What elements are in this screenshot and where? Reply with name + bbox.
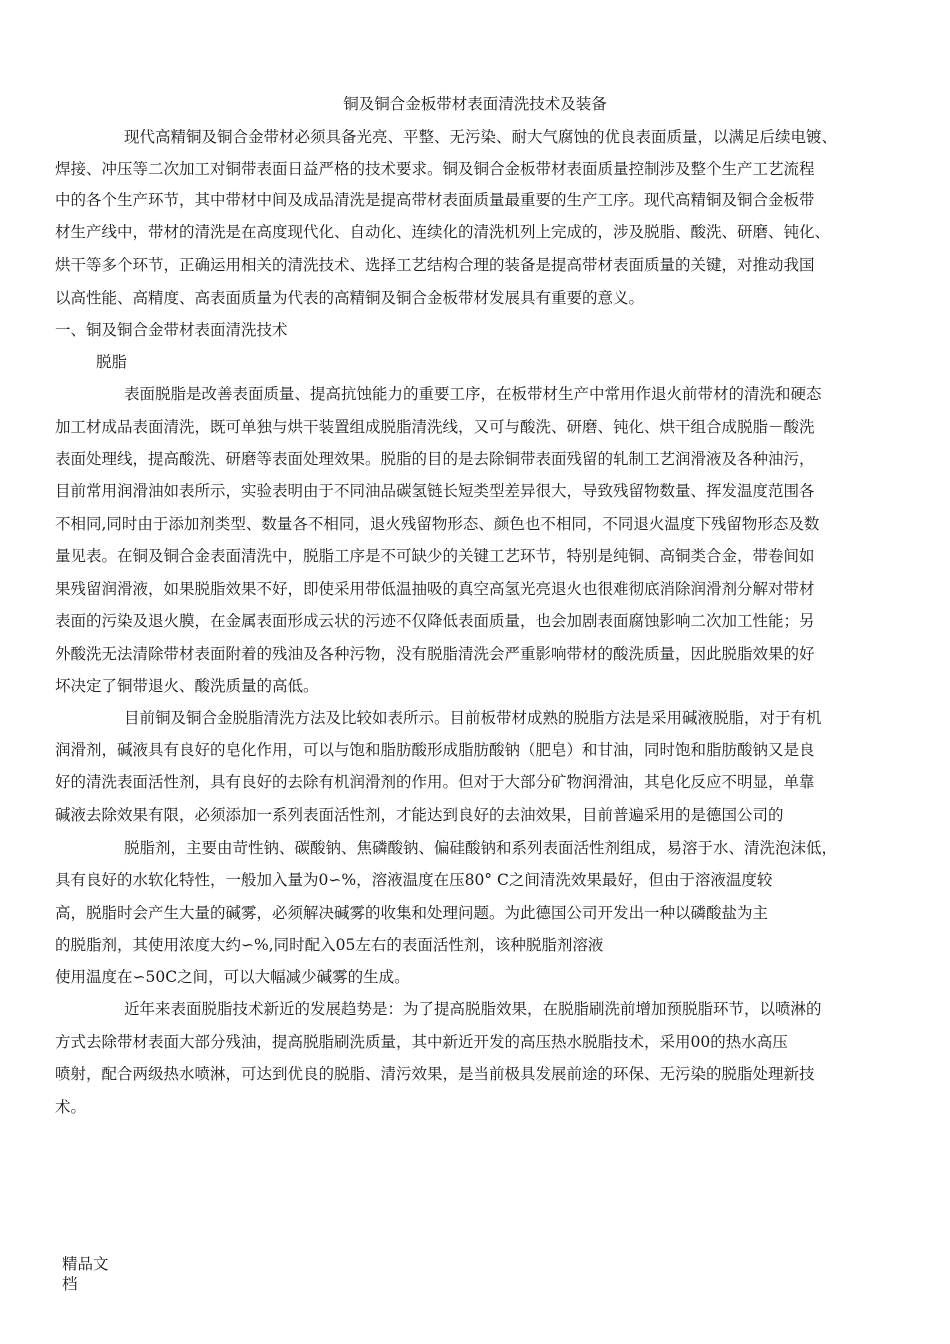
paragraph-line: 润滑剂，碱液具有良好的皂化作用，可以与饱和脂肪酸形成脂肪酸钠（肥皂）和甘油，同时饱和脂肪酸钠又是良 bbox=[55, 741, 815, 759]
paragraph-line: 现代高精铜及铜合金带材必须具备光亮、平整、无污染、耐大气腐蚀的优良表面质量，以满足后续电镀、 bbox=[124, 128, 838, 146]
paragraph-line: 表面脱脂是改善表面质量、提高抗蚀能力的重要工序，在板带材生产中常用作退火前带材的清洗和硬态 bbox=[124, 385, 822, 403]
paragraph-line: 不相同,同时由于添加剂类型、数量各不相同，退火残留物形态、颜色也不相同，不同退火温度下残留物形态及数 bbox=[55, 515, 820, 533]
paragraph-line: 表面处理线，提高酸洗、研磨等表面处理效果。脱脂的目的是去除铜带表面残留的轧制工艺润滑液及各种油污， bbox=[55, 450, 815, 468]
paragraph-line: 脱脂剂，主要由苛性钠、碳酸钠、焦磷酸钠、偏硅酸钠和系列表面活性剂组成，易溶于水、清洗泡沫低， bbox=[124, 839, 838, 857]
paragraph-line: 表面的污染及退火膜，在金属表面形成云状的污迹不仅降低表面质量，也会加剧表面腐蚀影响二次加工性能；另 bbox=[55, 612, 815, 630]
paragraph-line: 术。 bbox=[55, 1098, 87, 1116]
paragraph-line: 量见表。在铜及铜合金表面清洗中，脱脂工序是不可缺少的关键工艺环节，特别是纯铜、高铜类合金，带卷间如 bbox=[55, 547, 815, 565]
section-heading: 一、铜及铜合金带材表面清洗技术 bbox=[55, 321, 288, 339]
paragraph-line: 高，脱脂时会产生大量的碱雾，必须解决碱雾的收集和处理问题。为此德国公司开发出一种以磷酸盐为主 bbox=[55, 904, 769, 922]
paragraph-line: 果残留润滑液，如果脱脂效果不好，即使采用带低温抽吸的真空高氢光亮退火也很难彻底消除润滑剂分解对带材 bbox=[55, 580, 815, 598]
paragraph-line: 方式去除带材表面大部分残油，提高脱脂刷洗质量，其中新近开发的高压热水脱脂技术，采用00的热水高压 bbox=[55, 1033, 788, 1051]
paragraph-line: 中的各个生产环节，其中带材中间及成品清洗是提高带材表面质量最重要的生产工序。现代高精铜及铜合金板带 bbox=[55, 191, 815, 209]
paragraph-line: 好的清洗表面活性剂，具有良好的去除有机润滑剂的作用。但对于大部分矿物润滑油，其皂化反应不明显，单靠 bbox=[55, 773, 815, 791]
paragraph-line: 加工材成品表面清洗，既可单独与烘干装置组成脱脂清洗线，又可与酸洗、研磨、钝化、烘干组合成脱脂－酸洗 bbox=[55, 418, 815, 436]
document-title: 铜及铜合金板带材表面清洗技术及装备 bbox=[343, 95, 607, 113]
paragraph-line: 外酸洗无法清除带材表面附着的残油及各种污物，没有脱脂清洗会严重影响带材的酸洗质量，因此脱脂效果的好 bbox=[55, 645, 815, 663]
paragraph-line: 具有良好的水软化特性，一般加入量为0∽%，溶液温度在压80° C之间清洗效果最好，但由于溶液温度较 bbox=[55, 871, 773, 889]
paragraph-line: 焊接、冲压等二次加工对铜带表面日益严格的技术要求。铜及铜合金板带材表面质量控制涉及整个生产工艺流程 bbox=[55, 160, 815, 178]
paragraph-line: 近年来表面脱脂技术新近的发展趋势是：为了提高脱脂效果，在脱脂刷洗前增加预脱脂环节，以喷淋的 bbox=[124, 1000, 822, 1018]
paragraph-line: 目前常用润滑油如表所示，实验表明由于不同油品碳氢链长短类型差异很大，导致残留物数量、挥发温度范围各 bbox=[55, 482, 815, 500]
paragraph-line: 使用温度在∽50C之间，可以大幅减少碱雾的生成。 bbox=[55, 968, 410, 986]
paragraph-line: 碱液去除效果有限，必须添加一系列表面活性剂，才能达到良好的去油效果，目前普遍采用的是德国公司的 bbox=[55, 806, 784, 824]
paragraph-line: 烘干等多个环节，正确运用相关的清洗技术、选择工艺结构合理的装备是提高带材表面质量的关键，对推动我国 bbox=[55, 256, 815, 274]
paragraph-line: 喷射，配合两级热水喷淋，可达到优良的脱脂、清污效果，是当前极具发展前途的环保、无污染的脱脂处理新技 bbox=[55, 1065, 815, 1083]
footer-label-continued: 档 bbox=[62, 1275, 78, 1293]
footer-label: 精品文 bbox=[62, 1255, 109, 1273]
paragraph-line: 以高性能、高精度、高表面质量为代表的高精铜及铜合金板带材发展具有重要的意义。 bbox=[55, 289, 645, 307]
paragraph-line: 的脱脂剂，其使用浓度大约∽%,同时配入05左右的表面活性剂，该种脱脂剂溶液 bbox=[55, 936, 604, 954]
paragraph-line: 材生产线中，带材的清洗是在高度现代化、自动化、连续化的清洗机列上完成的，涉及脱脂、酸洗、研磨、钝化、 bbox=[55, 223, 831, 241]
subsection-heading: 脱脂 bbox=[96, 353, 128, 371]
paragraph-line: 目前铜及铜合金脱脂清洗方法及比较如表所示。目前板带材成熟的脱脂方法是采用碱液脱脂，对于有机 bbox=[124, 709, 822, 727]
paragraph-line: 坏决定了铜带退火、酸洗质量的高低。 bbox=[55, 677, 319, 695]
